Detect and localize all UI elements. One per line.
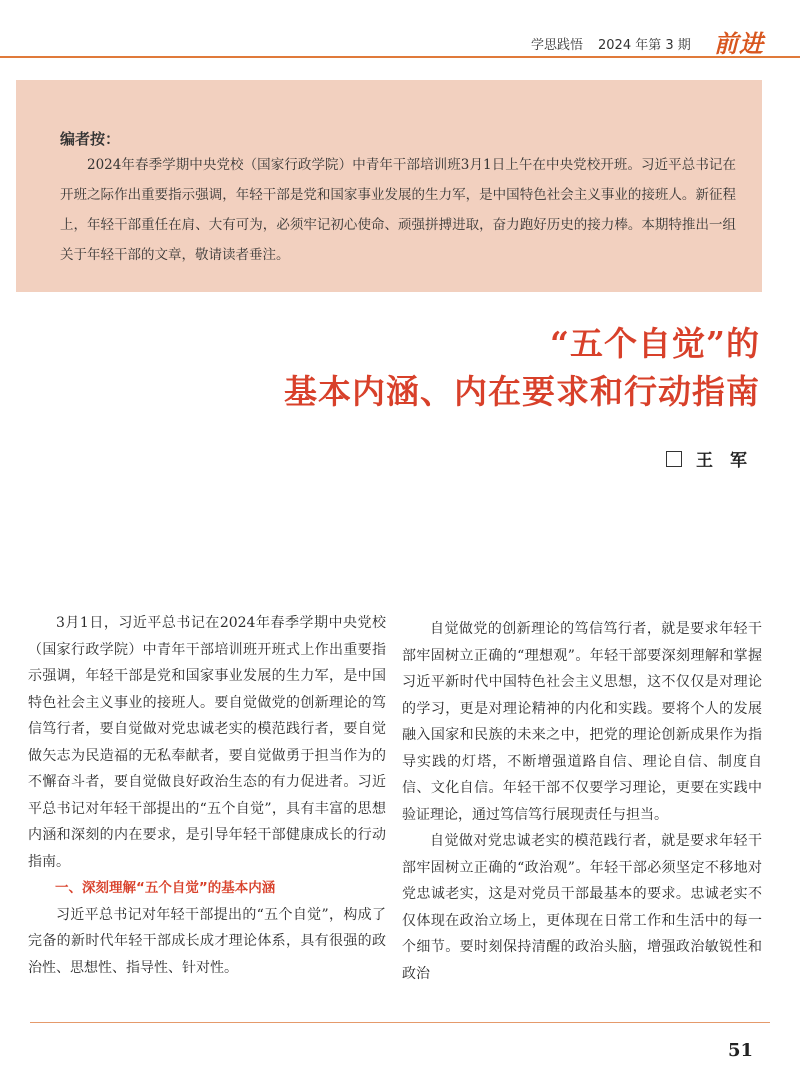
footer-rule (30, 1022, 770, 1023)
header-rule (0, 56, 800, 58)
author-byline (666, 446, 747, 471)
article-title-line1: “五个自觉”的 (550, 324, 760, 363)
left-paragraph-1: 3月1日，习近平总书记在2024年春季学期中央党校（国家行政学院）中青年干部培训班开班式上作出重要指示强调，年轻干部是党和国家事业发展的生力军，是中国特色社会主义事业的接班人。要自觉做党的创新理论的笃信笃行者，要自觉做对党忠诚老实的模范践行者，要自觉做矢志为民造福的无私奉献者，要自觉做勇于担当作为的不懈奋斗者，要自觉做良好政治生态的有力促进者。习近平总书记对年轻干部提出的“五个自觉”，具有丰富的思想内涵和深刻的内在要求，是引导年轻干部健康成长的行动指南。 (28, 615, 386, 870)
page-number: 51 (728, 1040, 754, 1061)
author-name: 王 军 (696, 451, 747, 471)
left-paragraph-2: 习近平总书记对年轻干部提出的“五个自觉”，构成了完备的新时代年轻干部成长成才理论体系，具有很强的政治性、思想性、指导性、针对性。 (28, 906, 386, 976)
header-section: 学思践悟 (531, 38, 584, 53)
magazine-logo: 前进 (714, 29, 764, 58)
article-title-line2: 基本内涵、内在要求和行动指南 (284, 372, 760, 411)
editor-note-text: 2024年春季学期中央党校（国家行政学院）中青年干部培训班3月1日上午在中央党校开班。习近平总书记在开班之际作出重要指示强调，年轻干部是党和国家事业发展的生力军，是中国特色社会主义事业的接班人。新征程上，年轻干部重任在肩、大有可为，必须牢记初心使命、顽强拼搏进取，奋力跑好历史的接力棒。本期特推出一组关于年轻干部的文章，敬请读者垂注。 (60, 157, 736, 263)
editor-note-label: 编者按： (60, 130, 121, 148)
left-column (28, 610, 386, 981)
right-column (402, 616, 762, 987)
section-heading: 一、深刻理解“五个自觉”的基本内涵 (55, 880, 276, 896)
byline-box-icon (666, 451, 682, 467)
right-paragraph-2: 自觉做对党忠诚老实的模范践行者，就是要求年轻干部牢固树立正确的“政治观”。年轻干部必须坚定不移地对党忠诚老实，这是对党员干部最基本的要求。忠诚老实不仅体现在政治立场上，更体现在日常工作和生活中的每一个细节。要时刻保持清醒的政治头脑，增强政治敏锐性和政治 (402, 833, 762, 982)
right-paragraph-1: 自觉做党的创新理论的笃信笃行者，就是要求年轻干部牢固树立正确的“理想观”。年轻干部要深刻理解和掌握习近平新时代中国特色社会主义思想，这不仅仅是对理论的学习，更是对理论精神的内化和实践。要将个人的发展融入国家和民族的未来之中，把党的理论创新成果作为指导实践的灯塔，不断增强道路自信、理论自信、制度自信、文化自信。年轻干部不仅要学习理论，更要在实践中验证理论，通过笃信笃行展现责任与担当。 (402, 621, 762, 823)
header-issue: 2024 年第 3 期 (598, 38, 691, 53)
